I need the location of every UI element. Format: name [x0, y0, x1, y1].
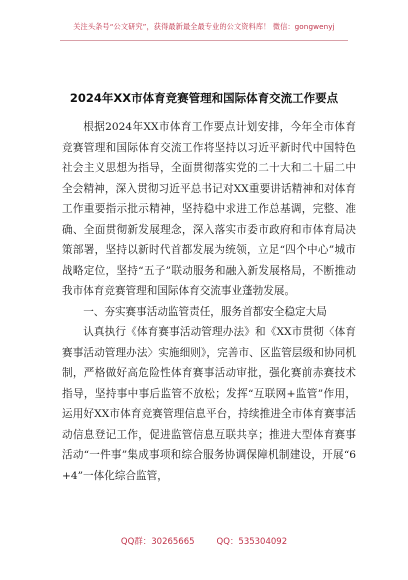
banner-divider	[60, 40, 348, 41]
document-body	[62, 117, 356, 486]
paragraph-section-1: 认真执行《体育赛事活动管理办法》和《XX市贯彻〈体育赛事活动管理办法〉实施细则》，完善市、区监管层级和协同机制，严格做好高危险性体育赛事活动审批，强化赛前赤赛技术指导，坚持事中事后监管不放松；发挥“互联网+监管”作用，运用好XX市体育竞赛管理信息平台，持续推进全市体育赛事活动信息登记工作，促进监管信息互联共享；推进大型体育赛事活动“一件事”集成事项和综合服务协调保障机制建设，开展“6+4”一体化综合监管，	[62, 326, 356, 482]
footer-contact	[0, 535, 408, 547]
top-banner: 关注头条号“公文研究”，获得最新最全最专业的公文资料库！ 微信：gongwenyj	[73, 22, 335, 31]
footer-qq-number: QQ：535304092	[216, 537, 288, 547]
section-heading-1: 一、夯实赛事活动监管责任，服务首都安全稳定大局	[83, 305, 327, 318]
footer-qq-group: QQ群：30265665	[120, 537, 195, 547]
paragraph-intro: 根据2024年XX市体育工作要点计划安排，今年全市体育竞赛管理和国际体育交流工作将坚持以习近平新时代中国特色社会主义思想为指导，全面贯彻落实党的二十大和二十届二中全会精神，深入贯彻习近平总书记对XX重要讲话精神和对体育工作重要指示批示精神，坚持稳中求进工作总基调，完整、准确、全面贯彻新发展理念，深入落实市委市政府和市体育局决策部署，坚持以新时代首都发展为统领，立足“四个中心”城市战略定位，坚持“五子”联动服务和融入新发展格局，不断推动我市体育竞赛管理和国际体育交流事业蓬勃发展。	[62, 121, 356, 297]
document-title: 2024年XX市体育竞赛管理和国际体育交流工作要点	[69, 91, 339, 105]
